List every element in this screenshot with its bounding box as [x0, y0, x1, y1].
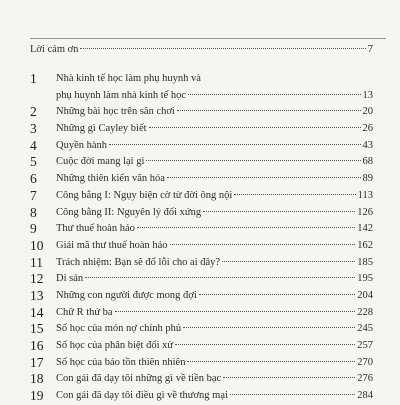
- chapter-title: Số học của phân biệt đối xử: [56, 340, 174, 352]
- chapter-number: 3: [30, 121, 37, 137]
- dot-leader: [188, 94, 360, 95]
- chapter-number: 15: [30, 321, 44, 337]
- dot-leader: [203, 211, 355, 212]
- toc-entry[interactable]: [30, 255, 373, 272]
- chapter-title: phụ huynh làm nhà kinh tế học: [56, 89, 187, 101]
- chapter-number: 11: [30, 254, 43, 270]
- chapter-number: 5: [30, 154, 37, 170]
- toc-entry[interactable]: [30, 138, 373, 155]
- chapter-number: 8: [30, 204, 37, 220]
- chapter-title: Số học của bảo tồn thiên nhiên: [56, 356, 186, 368]
- chapter-page: 195: [357, 273, 373, 285]
- dot-leader: [115, 311, 356, 312]
- chapter-number: 13: [30, 287, 44, 303]
- chapter-title: Công bằng I: Ngụy biện cờ từ đời ông nội: [56, 189, 233, 201]
- chapter-number: 7: [30, 187, 37, 203]
- chapter-title: Trách nhiệm: Bạn sẽ đổ lỗi cho ai đây?: [56, 256, 221, 268]
- chapter-number: 2: [30, 104, 37, 120]
- chapter-page: 68: [362, 156, 373, 168]
- chapter-title: Công bằng II: Nguyên lý đối xứng: [56, 206, 202, 218]
- dot-leader: [223, 377, 355, 378]
- chapter-page: 43: [362, 139, 373, 151]
- dot-leader: [137, 227, 355, 228]
- chapter-title: Những bài học trên sân chơi: [56, 106, 175, 118]
- toc-entry[interactable]: [30, 121, 373, 138]
- dot-leader: [230, 394, 355, 395]
- dot-leader: [85, 277, 355, 278]
- chapter-page: 89: [362, 173, 373, 185]
- toc-entry[interactable]: [30, 305, 373, 322]
- chapter-number: 4: [30, 137, 37, 153]
- chapter-page: 257: [357, 340, 373, 352]
- dot-leader: [222, 261, 355, 262]
- chapter-number: 14: [30, 304, 44, 320]
- chapter-number: 17: [30, 354, 44, 370]
- chapter-title-line: Nhà kinh tế học làm phụ huynh và: [56, 73, 201, 84]
- chapter-page: 245: [357, 323, 373, 335]
- chapter-number: 1: [30, 71, 37, 86]
- chapter-number: 16: [30, 338, 44, 354]
- dot-leader: [187, 361, 355, 362]
- dot-leader: [146, 160, 360, 161]
- table-of-contents: [30, 71, 373, 405]
- chapter-page: 276: [357, 373, 373, 385]
- toc-entry[interactable]: [30, 71, 373, 104]
- chapter-number: 18: [30, 371, 44, 387]
- chapter-title: Con gái đã dạy tôi những gì về tiền bạc: [56, 373, 222, 385]
- chapter-page: 142: [357, 223, 373, 235]
- dot-leader: [167, 177, 361, 178]
- toc-entry[interactable]: [30, 388, 373, 405]
- chapter-page: 284: [357, 390, 373, 402]
- toc-entry[interactable]: [30, 238, 373, 255]
- chapter-title: Những thiên kiến văn hóa: [56, 173, 165, 185]
- dot-leader: [80, 48, 365, 49]
- chapter-title: Con gái đã dạy tôi điều gì về thương mại: [56, 390, 228, 402]
- chapter-title: Chữ R thứ ba: [56, 306, 113, 318]
- toc-entry[interactable]: [30, 355, 373, 372]
- dot-leader: [149, 127, 361, 128]
- acknowledgements-title: Lời cảm ơn: [30, 44, 79, 55]
- dot-leader: [199, 294, 355, 295]
- chapter-page: 228: [357, 306, 373, 318]
- chapter-page: 113: [357, 189, 373, 201]
- dot-leader: [234, 194, 355, 195]
- chapter-title: Di sản: [56, 273, 84, 285]
- header-rule: [30, 38, 386, 39]
- chapter-number: 10: [30, 237, 44, 253]
- toc-entry[interactable]: [30, 271, 373, 288]
- chapter-page: 185: [357, 256, 373, 268]
- chapter-number: 9: [30, 221, 37, 237]
- chapter-number: 6: [30, 171, 37, 187]
- toc-entry[interactable]: [30, 154, 373, 171]
- chapter-title: Số học của món nợ chính phủ: [56, 323, 182, 335]
- acknowledgements-page: 7: [367, 44, 373, 55]
- chapter-page: 26: [362, 123, 373, 135]
- chapter-title: Quyền hành: [56, 139, 108, 151]
- toc-entry[interactable]: [30, 221, 373, 238]
- toc-entry[interactable]: [30, 371, 373, 388]
- toc-entry[interactable]: [30, 171, 373, 188]
- toc-acknowledgements[interactable]: [30, 44, 373, 56]
- dot-leader: [183, 327, 355, 328]
- dot-leader: [109, 144, 360, 145]
- chapter-title: Giải mã thư thuế hoàn hảo: [56, 239, 168, 251]
- chapter-page: 13: [362, 89, 373, 101]
- chapter-number: 12: [30, 271, 44, 287]
- chapter-page: 162: [357, 239, 373, 251]
- toc-entry[interactable]: [30, 288, 373, 305]
- dot-leader: [170, 244, 356, 245]
- chapter-page: 126: [357, 206, 373, 218]
- dot-leader: [175, 344, 355, 345]
- chapter-page: 204: [357, 289, 373, 301]
- chapter-page: 20: [362, 106, 373, 118]
- toc-entry[interactable]: [30, 338, 373, 355]
- chapter-title: Những con người được mong đợi: [56, 289, 197, 301]
- chapter-title: Cuộc đời mang lại gì: [56, 156, 145, 168]
- toc-entry[interactable]: [30, 321, 373, 338]
- chapter-number: 19: [30, 388, 44, 404]
- toc-entry[interactable]: [30, 188, 373, 205]
- toc-entry[interactable]: [30, 205, 373, 222]
- dot-leader: [177, 110, 361, 111]
- chapter-title: Những gì Cayley biết: [56, 123, 147, 135]
- chapter-page: 270: [357, 356, 373, 368]
- chapter-title: Thư thuế hoàn hảo: [56, 223, 135, 235]
- toc-entry[interactable]: [30, 104, 373, 121]
